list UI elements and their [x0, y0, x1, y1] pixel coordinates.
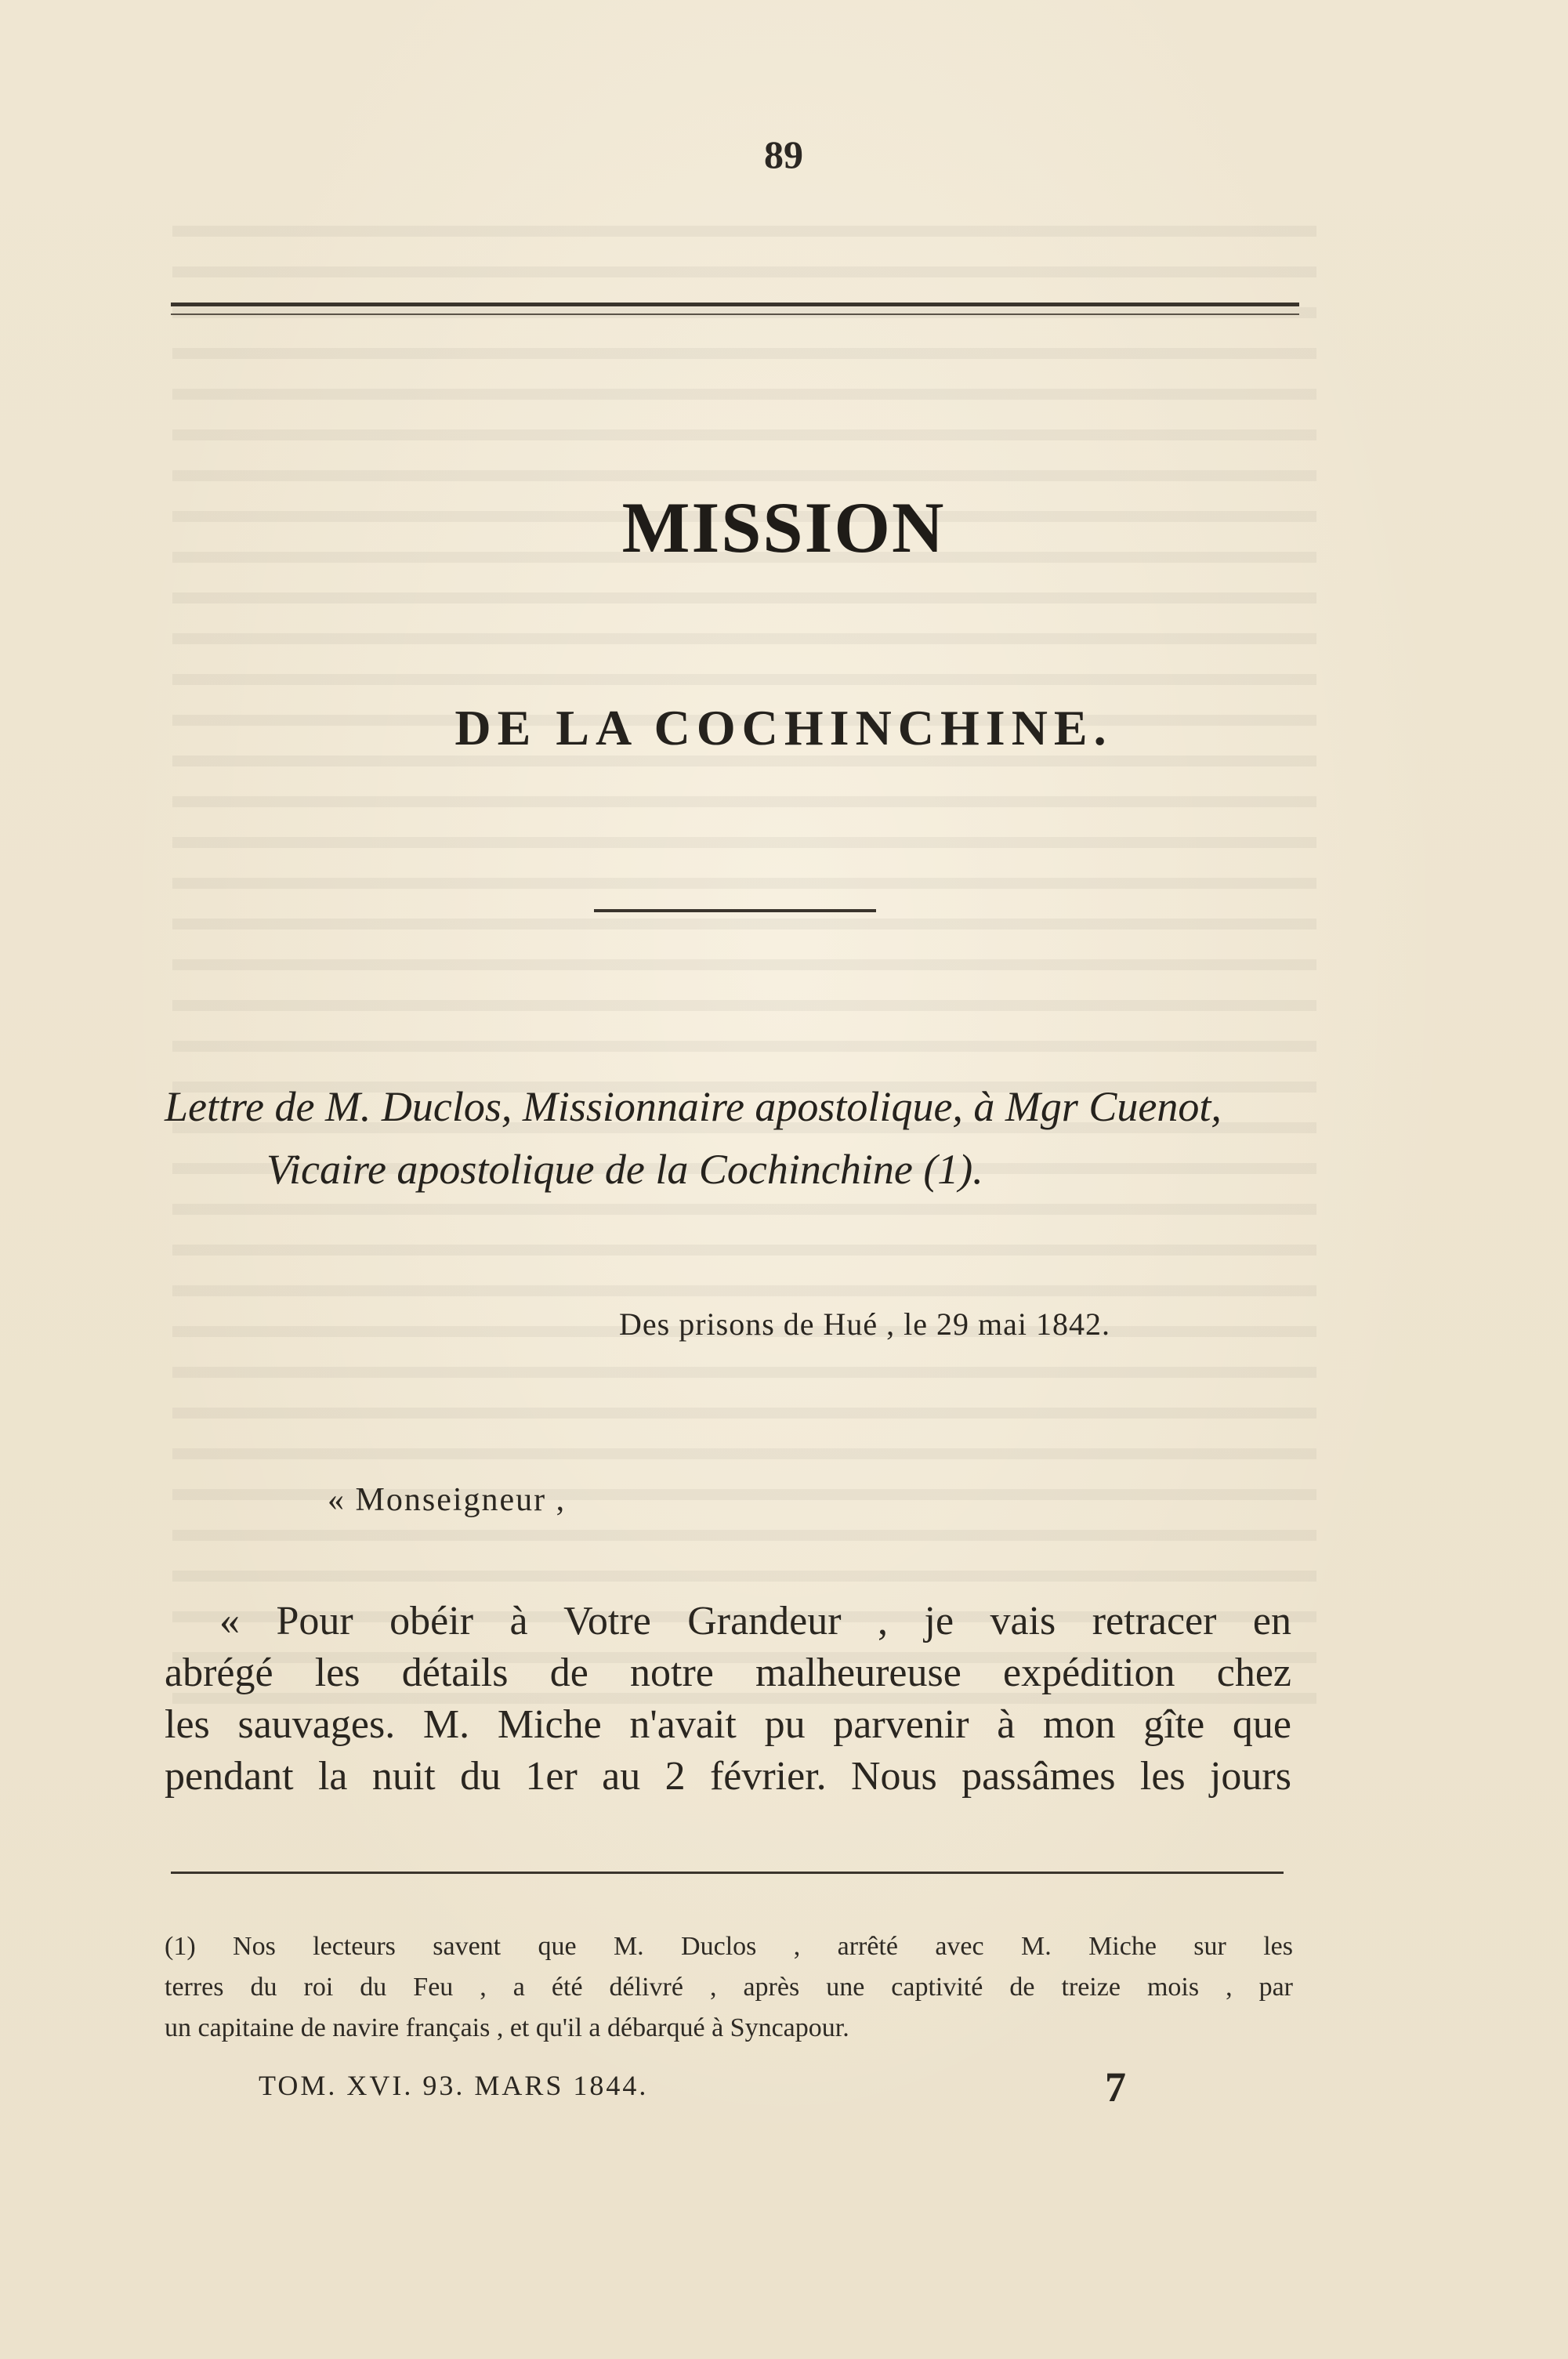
body-line: les sauvages. M. Miche n'avait pu parvenir à mon gîte que	[165, 1702, 1291, 1747]
dateline: Des prisons de Hué , le 29 mai 1842.	[619, 1306, 1111, 1342]
header-rule-thick	[171, 303, 1299, 306]
footnote-line: terres du roi du Feu , a été délivré , après une captivité de treize mois , par	[165, 1973, 1293, 2002]
salutation: « Monseigneur ,	[328, 1482, 567, 1518]
body-line: abrégé les détails de notre malheureuse expédition chez	[165, 1651, 1291, 1695]
body-line: « Pour obéir à Votre Grandeur , je vais retracer en	[219, 1599, 1291, 1643]
volume-signature: TOM. XVI. 93. MARS 1844.	[259, 2070, 649, 2101]
sheet-mark: 7	[1105, 2064, 1126, 2111]
body-text	[165, 1596, 1291, 1803]
footnote-rule	[171, 1872, 1284, 1874]
section-title: MISSION	[621, 487, 946, 567]
footnote-line: (1) Nos lecteurs savent que M. Duclos , arrêté avec M. Miche sur les	[165, 1932, 1293, 1961]
center-divider	[594, 909, 876, 912]
letter-heading	[165, 1075, 1324, 1201]
body-line: pendant la nuit du 1er au 2 février. Nous passâmes les jours	[165, 1754, 1291, 1799]
header-rule-thin	[171, 313, 1299, 315]
footnote	[165, 1926, 1293, 2049]
page-number: 89	[764, 132, 803, 176]
footnote-line: un capitaine de navire français , et qu'il a débarqué à Syncapour.	[165, 2013, 849, 2042]
letter-heading-line-1: Lettre de M. Duclos, Missionnaire apostolique, à Mgr Cuenot,	[165, 1083, 1222, 1130]
letter-heading-line-2: Vicaire apostolique de la Cochinchine (1).	[266, 1146, 983, 1193]
section-subtitle: DE LA COCHINCHINE.	[454, 700, 1113, 756]
